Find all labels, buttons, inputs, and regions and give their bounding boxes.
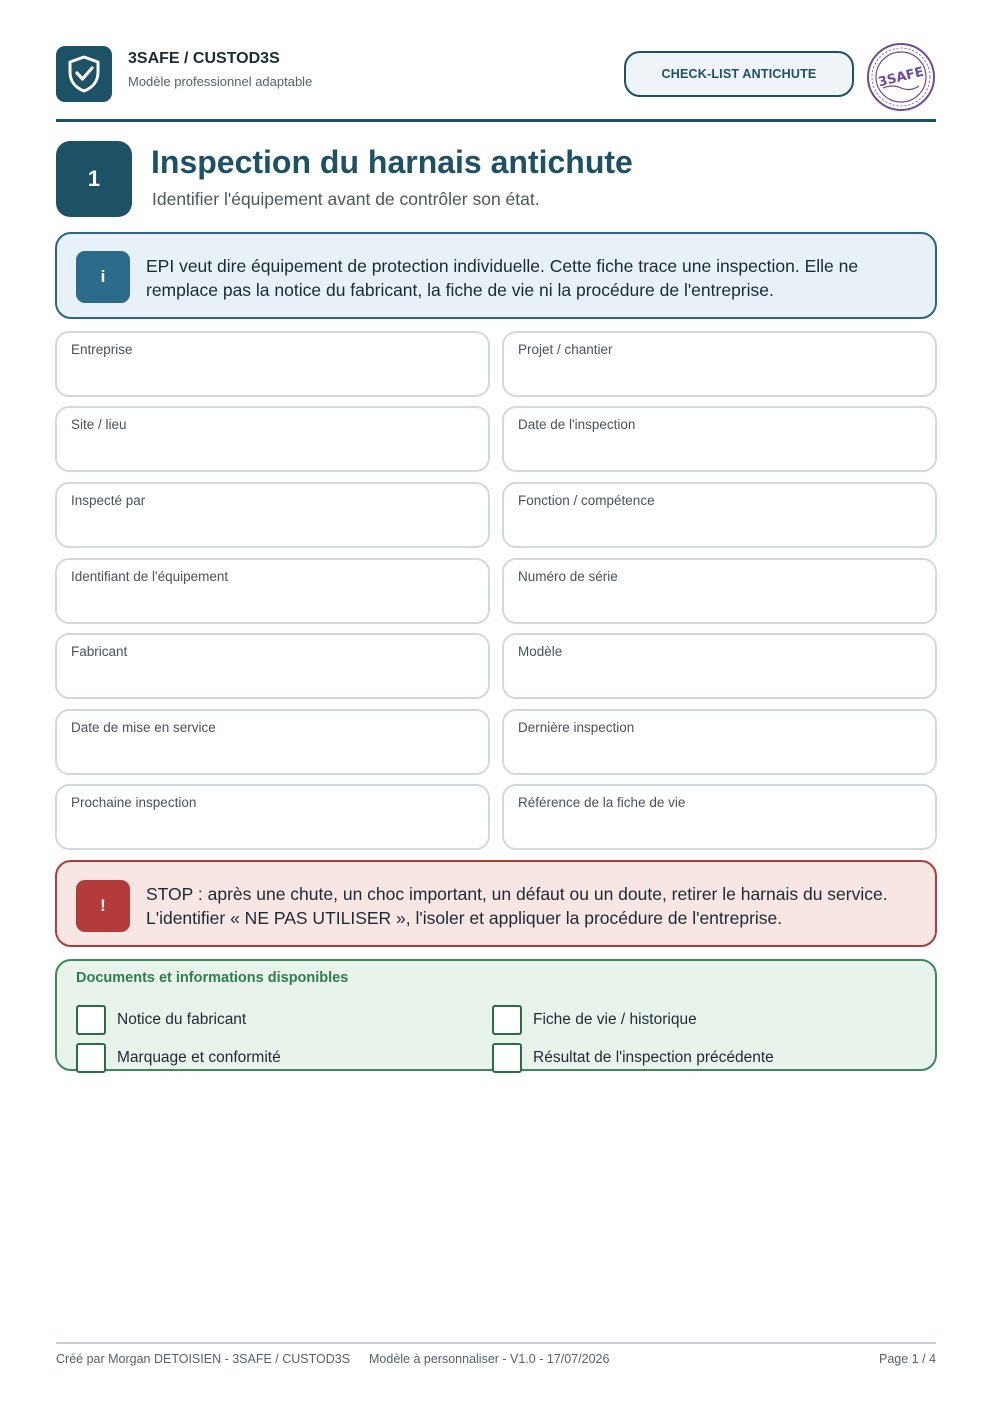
field-label: Inspecté par: [71, 493, 146, 508]
checklist-badge: CHECK-LIST ANTICHUTE: [624, 51, 854, 97]
footer-version: Modèle à personnaliser - V1.0 - 17/07/2026: [369, 1352, 610, 1366]
field-derniere-inspection[interactable]: [502, 709, 937, 775]
stop-warning-callout: [55, 860, 937, 947]
doc-label: Marquage et conformité: [117, 1049, 281, 1066]
shield-check-icon: [56, 46, 112, 102]
field-label: Projet / chantier: [518, 342, 613, 357]
doc-item-fiche-de-vie: [492, 1005, 697, 1035]
page-header: [56, 46, 936, 120]
page-number: Page 1 / 4: [879, 1352, 936, 1366]
info-text: EPI veut dire équipement de protection individuelle. Cette fiche trace une inspection. Elle ne remplace pas la notice du fabricant, la fiche de vie ni la procédure de l'entreprise.: [146, 256, 859, 300]
field-label: Site / lieu: [71, 417, 127, 432]
field-label: Fabricant: [71, 644, 128, 659]
field-prochaine-inspection[interactable]: [55, 784, 490, 850]
doc-item-notice: [76, 1005, 246, 1035]
checkbox[interactable]: [76, 1043, 106, 1073]
brand-name: 3SAFE / CUSTOD3S: [128, 50, 280, 67]
page-subtitle: Identifier l'équipement avant de contrôler son état.: [152, 189, 540, 209]
field-site-lieu[interactable]: [55, 406, 490, 472]
stop-text: STOP : après une chute, un choc important, un défaut ou un doute, retirer le harnais du service. L'identifier « NE PAS UTILISER », l'isoler et appliquer la procédure de l'entreprise.: [146, 884, 888, 928]
doc-label: Notice du fabricant: [117, 1011, 247, 1028]
documents-section: [55, 959, 937, 1071]
doc-item-marquage: [76, 1043, 281, 1073]
doc-label: Fiche de vie / historique: [533, 1011, 697, 1028]
field-modele[interactable]: [502, 633, 937, 699]
field-identifiant-equipement[interactable]: [55, 558, 490, 624]
checkbox[interactable]: [492, 1043, 522, 1073]
info-callout: [55, 232, 937, 319]
field-entreprise[interactable]: [55, 331, 490, 397]
field-date-inspection[interactable]: [502, 406, 937, 472]
field-fabricant[interactable]: [55, 633, 490, 699]
doc-item-resultat-precedent: [492, 1043, 774, 1073]
field-fonction-competence[interactable]: [502, 482, 937, 548]
warning-icon: !: [76, 880, 130, 932]
checkbox[interactable]: [492, 1005, 522, 1035]
field-date-mise-en-service[interactable]: [55, 709, 490, 775]
field-projet-chantier[interactable]: [502, 331, 937, 397]
field-reference-fiche-de-vie[interactable]: [502, 784, 937, 850]
checkbox[interactable]: [76, 1005, 106, 1035]
svg-text:3SAFE: 3SAFE: [876, 64, 926, 91]
field-label: Fonction / compétence: [518, 493, 655, 508]
brand-subtitle: Modèle professionnel adaptable: [128, 74, 313, 89]
field-label: Dernière inspection: [518, 720, 635, 735]
section-number: 1: [56, 141, 132, 217]
field-label: Modèle: [518, 644, 563, 659]
doc-label: Résultat de l'inspection précédente: [533, 1049, 774, 1066]
footer-divider: [56, 1342, 936, 1344]
header-divider: [56, 119, 936, 122]
documents-title: Documents et informations disponibles: [76, 970, 349, 986]
field-label: Date de mise en service: [71, 720, 216, 735]
page-title: Inspection du harnais antichute: [151, 144, 633, 180]
info-icon: i: [76, 251, 130, 303]
footer-author: Créé par Morgan DETOISIEN - 3SAFE / CUSTOD3S: [56, 1352, 351, 1366]
field-label: Date de l'inspection: [518, 417, 636, 432]
field-inspecte-par[interactable]: [55, 482, 490, 548]
company-stamp: [866, 42, 936, 112]
field-label: Prochaine inspection: [71, 795, 197, 810]
field-label: Numéro de série: [518, 569, 618, 584]
field-label: Identifiant de l'équipement: [71, 569, 229, 584]
field-label: Entreprise: [71, 342, 133, 357]
field-label: Référence de la fiche de vie: [518, 795, 686, 810]
field-numero-serie[interactable]: [502, 558, 937, 624]
